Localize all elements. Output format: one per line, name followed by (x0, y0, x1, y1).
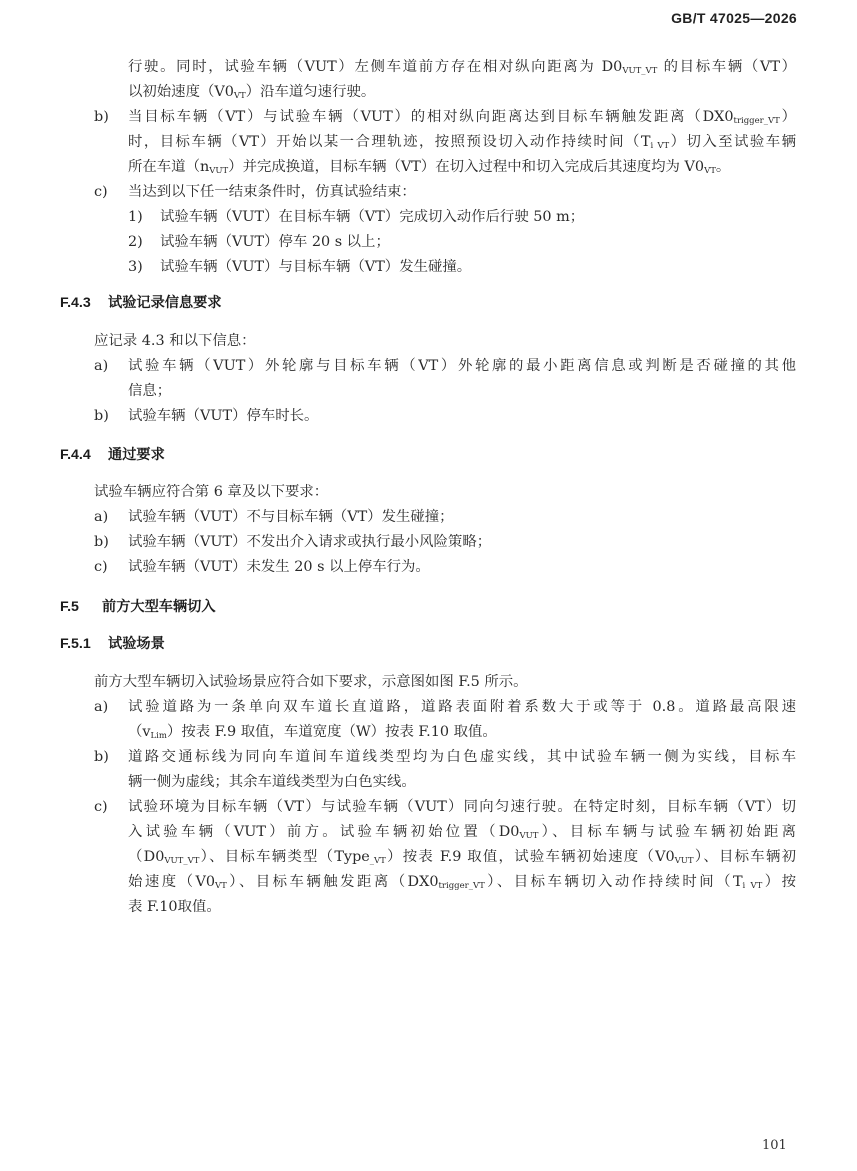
section-heading-f5: F.5 前方大型车辆切入 (60, 599, 216, 615)
f51-item-c-line-2: 入试验车辆（VUT）前方。试验车辆初始位置$(D0_{VUT})$、目标车辆与试验车辆初始距离 (128, 824, 796, 841)
f44-item-a-label: a) (94, 509, 109, 525)
f51-item-c-line-4: 始速度$(V0_{VT})$、目标车辆触发距离$(DX0_{trigger\_VT})$、目标车辆切入动作持续时间$(T_{i VT})$按 (128, 874, 796, 891)
f51-item-b-line-2: 辆一侧为虚线；其余车道线类型为白色实线。 (128, 774, 416, 790)
f43-item-a-line-1: 试验车辆（VUT）外轮廓与目标车辆（VT）外轮廓的最小距离信息或判断是否碰撞的其他 (128, 358, 796, 374)
f43-item-a-line-2: 信息； (128, 383, 172, 399)
subitem-2-label: 2) (128, 234, 143, 250)
page-number: 101 (762, 1138, 787, 1153)
f44-item-b-label: b) (94, 534, 109, 550)
continuation-line-1: 行驶。同时，试验车辆（VUT）左侧车道前方存在相对纵向距离为 $D0_{VUT\_VT}$ 的目标车辆（VT） (128, 59, 796, 76)
section-heading-f43: F.4.3 试验记录信息要求 (60, 295, 222, 311)
section-heading-f44: F.4.4 通过要求 (60, 447, 165, 463)
item-b-line-3: 所在车道$(n_{VUT})$并完成换道，目标车辆（VT）在切入过程中和切入完成后其速度均为 $V0_{VT}$。 (128, 159, 731, 176)
item-c-text: 当达到以下任一结束条件时，仿真试验结束： (128, 184, 416, 200)
f43-item-a-label: a) (94, 358, 109, 374)
f51-item-c-label: c) (94, 799, 108, 815)
f51-item-a-line-1: 试验道路为一条单向双车道长直道路，道路表面附着系数大于或等于 0.8。道路最高限速 (128, 699, 796, 715)
f43-intro: 应记录 4.3 和以下信息： (94, 333, 256, 349)
f43-item-b-line-1: 试验车辆（VUT）停车时长。 (128, 408, 319, 424)
f51-item-c-line-3: $(D0_{VUT\_VT})$、目标车辆类型（Type$_{\_VT}$）按表 F.9 取值，试验车辆初始速度$(V0_{VUT})$、目标车辆初 (128, 849, 796, 866)
subitem-3-label: 3) (128, 259, 143, 275)
subitem-2-text: 试验车辆（VUT）停车 20 s 以上； (160, 234, 390, 250)
f51-item-a-line-2: $(v_{Lim})$按表 F.9 取值，车道宽度（W）按表 F.10 取值。 (128, 724, 497, 741)
f44-item-a-text: 试验车辆（VUT）不与目标车辆（VT）发生碰撞； (128, 509, 454, 525)
f51-intro: 前方大型车辆切入试验场景应符合如下要求，示意图如图 F.5 所示。 (94, 674, 528, 690)
f44-item-c-text: 试验车辆（VUT）未发生 20 s 以上停车行为。 (128, 559, 430, 575)
subitem-3-text: 试验车辆（VUT）与目标车辆（VT）发生碰撞。 (160, 259, 472, 275)
f44-item-c-label: c) (94, 559, 108, 575)
item-c-label: c) (94, 184, 108, 200)
f51-item-c-line-5: 表 F.10取值。 (128, 899, 221, 915)
f51-item-a-label: a) (94, 699, 109, 715)
f43-item-b-label: b) (94, 408, 109, 424)
continuation-line-2: 以初始速度$(V0_{VT})$沿车道匀速行驶。 (128, 84, 376, 101)
item-b-line-2: 时，目标车辆（VT）开始以某一合理轨迹，按照预设切入动作持续时间$(T_{i VT})$切入至试验车辆 (128, 134, 797, 151)
f51-item-b-line-1: 道路交通标线为同向车道间车道线类型均为白色虚实线，其中试验车辆一侧为实线，目标车 (128, 749, 796, 765)
section-heading-f51: F.5.1 试验场景 (60, 636, 165, 652)
standard-code-header: GB/T 47025—2026 (671, 10, 797, 26)
f51-item-b-label: b) (94, 749, 109, 765)
f44-intro: 试验车辆应符合第 6 章及以下要求： (94, 484, 329, 500)
subitem-1-text: 试验车辆（VUT）在目标车辆（VT）完成切入动作后行驶 50 m； (160, 209, 585, 225)
item-b-line-1: 当目标车辆（VT）与试验车辆（VUT）的相对纵向距离达到目标车辆触发距离$(DX0_{trigger\_VT})$ (128, 109, 796, 126)
item-b-label: b) (94, 109, 109, 125)
f44-item-b-text: 试验车辆（VUT）不发出介入请求或执行最小风险策略； (128, 534, 492, 550)
subitem-1-label: 1) (128, 209, 143, 225)
f51-item-c-line-1: 试验环境为目标车辆（VT）与试验车辆（VUT）同向匀速行驶。在特定时刻，目标车辆（VT）切 (128, 799, 796, 815)
